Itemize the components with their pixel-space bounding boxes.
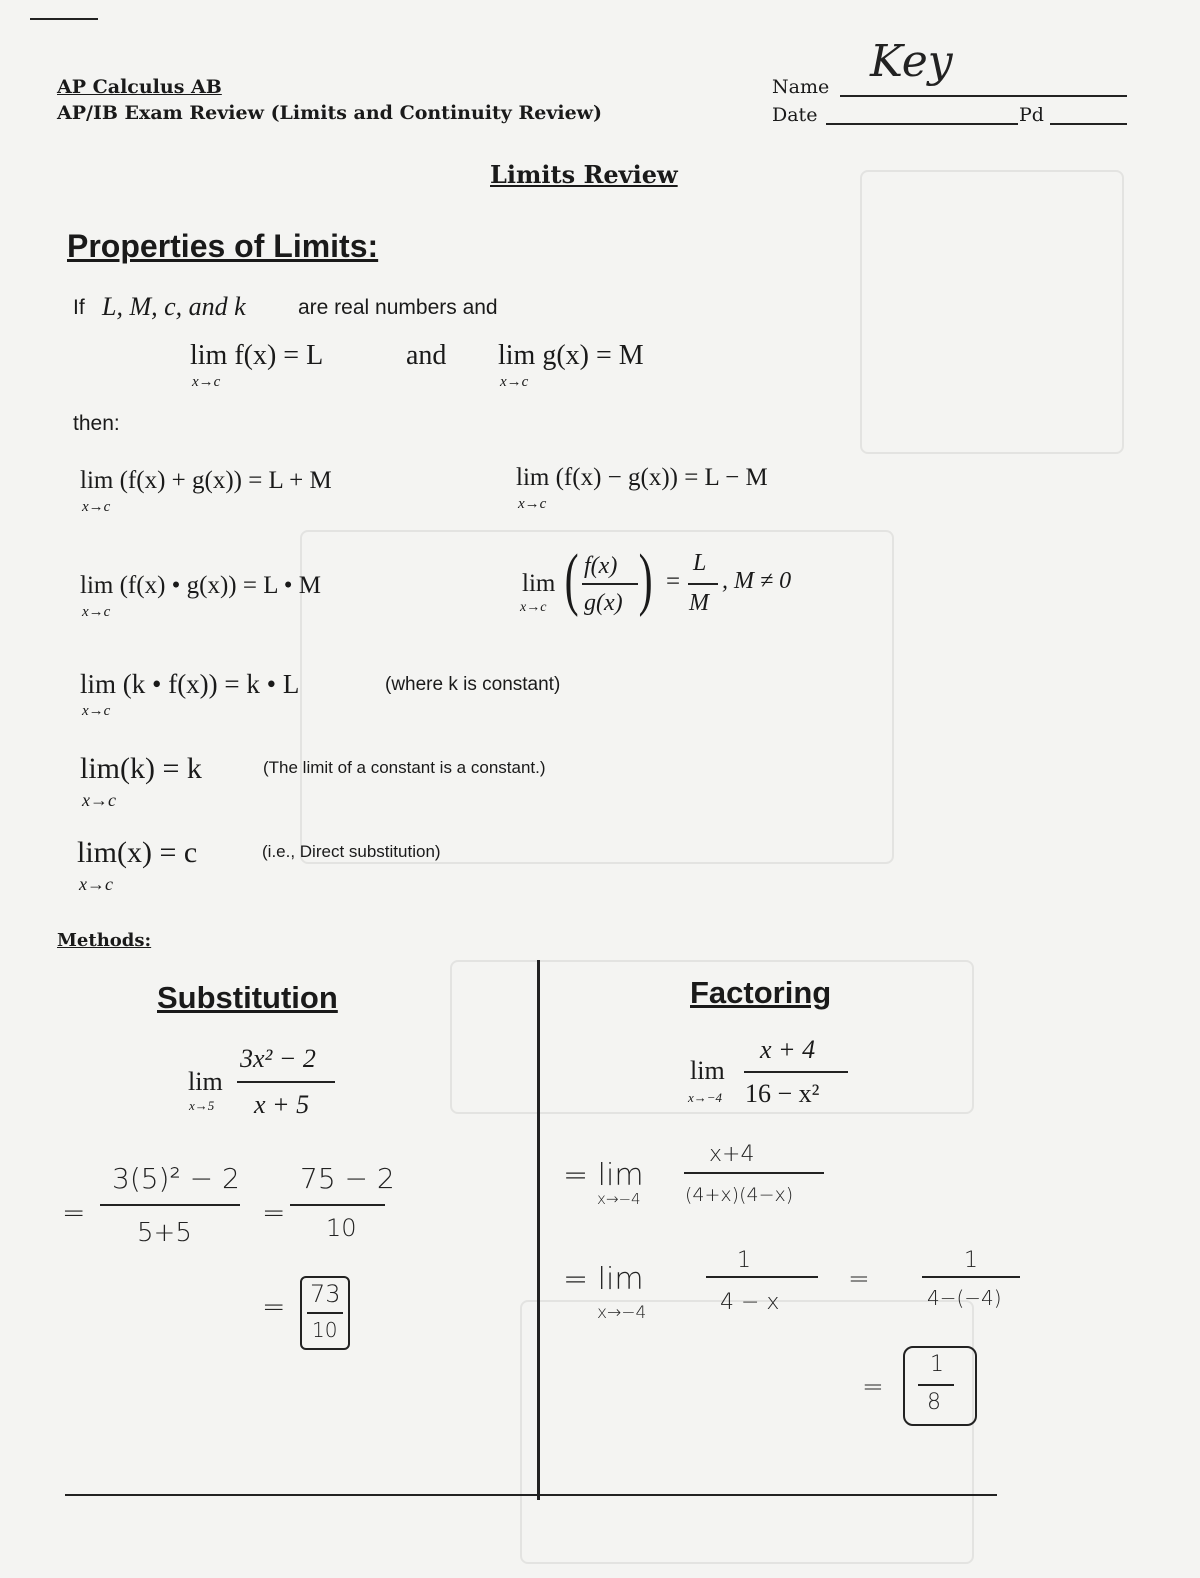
sub-answer-num: 73 — [310, 1280, 341, 1308]
sub-step2-bar — [290, 1204, 385, 1206]
right-paren: ) — [638, 541, 653, 618]
properties-heading: Properties of Limits: — [67, 228, 379, 264]
subscript: x→c — [192, 374, 221, 390]
fac-step3-den: 4−(−4) — [927, 1286, 1002, 1310]
quotient-result-bar — [688, 583, 718, 585]
sub-step1-bar — [100, 1204, 240, 1206]
subscript: x→c — [500, 374, 529, 390]
quotient-result-num: L — [693, 550, 707, 576]
fac-step1-lim: = lim — [563, 1158, 644, 1193]
substitution-heading: Substitution — [157, 980, 338, 1015]
quotient-result-den: M — [689, 590, 709, 616]
fac-step1-bar — [684, 1172, 824, 1174]
substitution-sub: x→5 — [189, 1098, 215, 1113]
sub-step2-den: 10 — [326, 1214, 357, 1242]
rule-constant-multiple: lim (k • f(x)) = k • L x→c — [80, 669, 300, 719]
substitution-lim: lim — [188, 1067, 223, 1096]
intro-vars: L, M, c, and k — [102, 292, 246, 321]
sub-eq-1: = — [62, 1196, 86, 1229]
fac-eq-2: = — [862, 1372, 884, 1402]
rule-sum: lim (f(x) + g(x)) = L + M x→c — [80, 467, 332, 515]
course-title: AP Calculus AB — [57, 76, 222, 98]
name-line — [840, 95, 1127, 97]
column-divider — [537, 960, 540, 1500]
factoring-bar — [744, 1071, 848, 1073]
rule-difference: lim (f(x) − g(x)) = L − M x→c — [516, 464, 768, 512]
substitution-bar — [237, 1081, 335, 1083]
subscript: x→c — [520, 600, 547, 615]
given-and: and — [406, 340, 447, 371]
factoring-num: x + 4 — [760, 1035, 816, 1064]
subscript: x→c — [518, 496, 547, 512]
fac-step3-bar — [922, 1276, 1020, 1278]
fac-step2-bar — [706, 1276, 818, 1278]
sub-step2-num: 75 − 2 — [300, 1162, 395, 1195]
subscript: x→c — [82, 703, 111, 719]
bleed-through-box — [520, 1300, 974, 1564]
sub-step1-num: 3(5)² − 2 — [112, 1162, 240, 1195]
fac-eq-1: = — [848, 1264, 870, 1294]
rule-identity: lim(x) = c x→c — [77, 836, 198, 894]
factoring-heading: Factoring — [690, 975, 832, 1010]
period-label: Pd — [1019, 104, 1044, 126]
substitution-num: 3x² − 2 — [240, 1044, 316, 1073]
intro-rest: are real numbers and — [298, 296, 498, 319]
equals: = — [666, 568, 681, 595]
factoring-sub: x→−4 — [688, 1090, 723, 1105]
intro-if: If — [73, 296, 85, 319]
sub-step1-den: 5+5 — [137, 1218, 192, 1248]
constant-multiple-note: (where k is constant) — [385, 674, 561, 695]
date-line — [826, 123, 1018, 125]
rule-product: lim (f(x) • g(x)) = L • M x→c — [80, 572, 322, 620]
sub-answer-bar — [307, 1312, 343, 1314]
sub-answer-den: 10 — [312, 1318, 338, 1342]
subscript: x→c — [82, 790, 116, 810]
period-line — [1050, 123, 1127, 125]
bleed-through-box — [300, 530, 894, 864]
fac-step1-num: x+4 — [709, 1142, 755, 1167]
fac-step2-lim: = lim — [563, 1262, 644, 1297]
bottom-rule — [65, 1494, 997, 1496]
sub-eq-3: = — [262, 1290, 286, 1323]
given-f-limit: lim f(x) = L x→c — [190, 340, 324, 390]
rule-constant: lim(k) = k x→c — [80, 752, 202, 810]
fac-step2-den: 4 − x — [720, 1290, 780, 1315]
given-g-limit: lim g(x) = M x→c — [498, 340, 644, 390]
methods-label: Methods: — [57, 930, 152, 951]
constant-note: (The limit of a constant is a constant.) — [263, 758, 546, 777]
name-value[interactable]: Key — [870, 36, 953, 87]
subscript: x→c — [82, 604, 111, 620]
identity-note: (i.e., Direct substitution) — [262, 842, 441, 861]
then-label: then: — [73, 412, 120, 435]
fac-answer-bar — [918, 1384, 954, 1386]
fac-step2-sub: x→−4 — [597, 1303, 647, 1323]
fac-answer-den: 8 — [927, 1390, 941, 1415]
fac-step3-num: 1 — [964, 1248, 978, 1273]
factoring-den: 16 − x² — [745, 1079, 820, 1108]
fac-step2-num: 1 — [737, 1248, 751, 1273]
quotient-bar — [582, 583, 638, 585]
quotient-lim: lim — [522, 570, 556, 597]
quotient-num: f(x) — [584, 553, 618, 579]
scan-mark — [30, 18, 98, 20]
course-subtitle: AP/IB Exam Review (Limits and Continuity Review) — [57, 102, 603, 124]
quotient-den: g(x) — [584, 590, 623, 616]
name-label: Name — [772, 76, 830, 98]
substitution-den: x + 5 — [254, 1090, 310, 1119]
bleed-through-box — [860, 170, 1124, 454]
fac-step1-den: (4+x)(4−x) — [685, 1184, 794, 1206]
left-paren: ( — [564, 541, 579, 618]
quotient-condition: , M ≠ 0 — [722, 568, 792, 594]
page-title: Limits Review — [490, 160, 678, 189]
subscript: x→c — [79, 874, 113, 894]
date-label: Date — [772, 104, 818, 126]
fac-step1-sub: x→−4 — [597, 1190, 641, 1208]
factoring-lim: lim — [690, 1056, 725, 1085]
subscript: x→c — [82, 499, 111, 515]
fac-answer-num: 1 — [930, 1352, 944, 1377]
sub-eq-2: = — [262, 1196, 286, 1229]
